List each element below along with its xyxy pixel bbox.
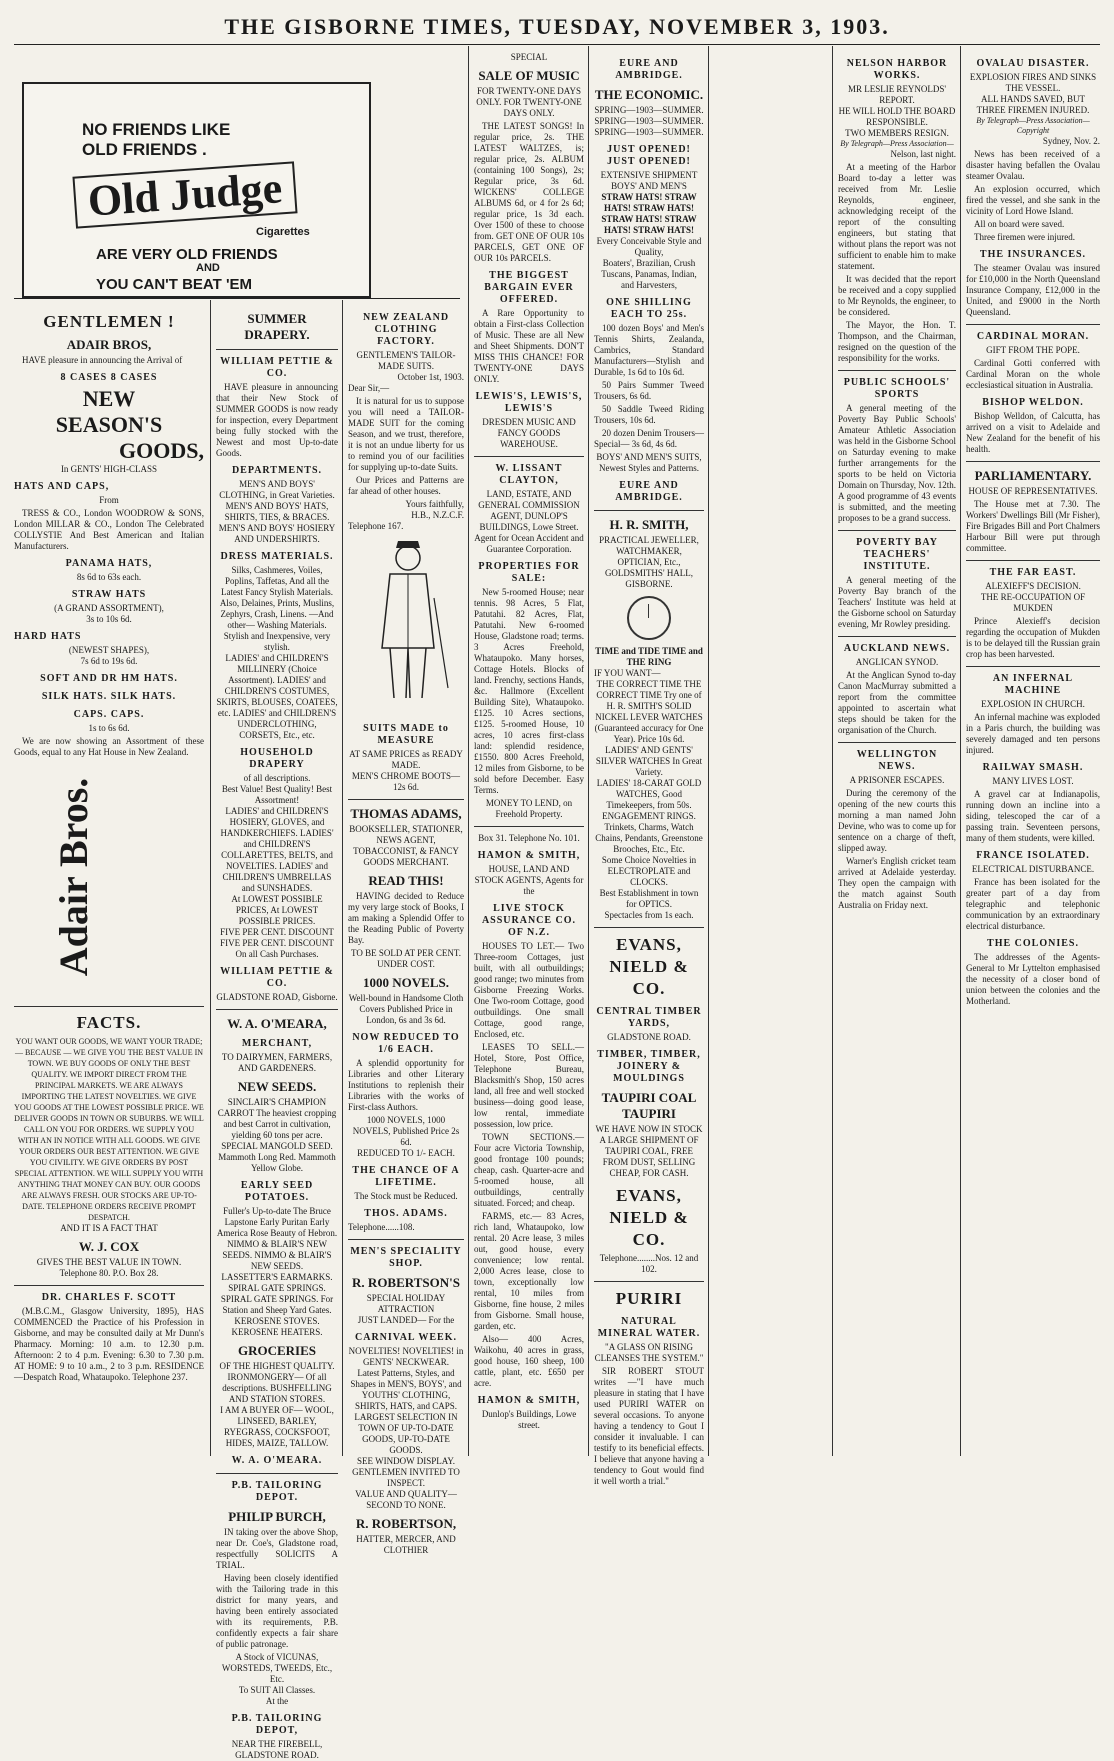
prisoner-heading: A PRISONER ESCAPES.: [849, 775, 945, 785]
one-shilling: ONE SHILLING EACH TO 25s.: [606, 297, 692, 320]
old-judge-line1: NO FRIENDS LIKE: [82, 120, 231, 139]
divider: [966, 461, 1100, 462]
ovalau-sub-2: ALL HANDS SAVED, BUT THREE FIREMEN INJURED.: [976, 94, 1090, 115]
taupiri-heading: TAUPIRI COAL TAUPIRI: [601, 1090, 697, 1121]
divider: [838, 636, 956, 637]
hamon-heading: HAMON & SMITH,: [477, 850, 581, 861]
nelson-p3: The Mayor, the Hon. T. Thompson, and the Chairman, resigned on the question of the responsibility for the works.: [838, 320, 956, 363]
old-judge-cigarettes: Cigarettes: [256, 226, 310, 238]
colonies-heading: THE COLONIES.: [987, 938, 1079, 949]
divider: [838, 370, 956, 371]
masthead: [0, 0, 1114, 42]
pettie-heading: WILLIAM PETTIE & CO.: [220, 356, 334, 379]
spiral-line: SPIRAL GATE SPRINGS. SPIRAL GATE SPRINGS. For Station and Sheep Yard Gates.: [220, 1283, 334, 1315]
stock-body: WE HAVE NOW IN STOCK A LARGE SHIPMENT OF TAUPIRI COAL, FREE FROM DUST, SELLING CHEAP, FOR CASH.: [595, 1124, 703, 1178]
cricket-body: Warner's English cricket team arrived at Adelaide yesterday. They open the campaign with the match against South Australia on Friday next.: [838, 856, 956, 910]
gentlemen-heading: GENTLEMEN !: [43, 312, 175, 331]
sports-body: A general meeting of the Poverty Bay Public Schools' Amateur Athletic Association was held in the Gisborne School on Saturday evening to make further arrangements for the sports to be held on Victoria Domain on Thursday, Nov. 12th. A good programme of 43 events is submitted, and the meeting proposes to be a grand success.: [838, 403, 956, 523]
lowest-prices: At LOWEST POSSIBLE PRICES, At LOWEST POSSIBLE PRICES.: [231, 894, 323, 926]
divider: [216, 1009, 338, 1010]
ovalau-p4: Three firemen were injured.: [974, 232, 1075, 242]
nelson-sub-3: TWO MEMBERS RESIGN.: [845, 128, 949, 138]
column-clothing: [348, 306, 464, 1555]
machine-heading: AN INFERNAL MACHINE: [992, 673, 1074, 696]
box-line: Box 31. Telephone No. 101.: [478, 833, 580, 843]
scott-body: (M.B.C.M., Glasgow University, 1895), HAS COMMENCED the Practice of his Profession in Gisborne, and may be consulted daily at Mr Dunn's Pharmacy. Morning: 10 a.m. to 12.30 p.m. Afternoon: 2 to 4 p.m. Evening: 6.30 to 7.30 p.m. AT HOME: 9 to 10 a.m., 2 to 3 p.m. RESIDENCE—Despatch Road, Whataupoko. Telephone 237.: [14, 1306, 204, 1382]
largest-line: LARGEST SELECTION IN TOWN OF UP-TO-DATE GOODS, UP-TO-DATE GOODS.: [354, 1412, 458, 1455]
divider: [14, 1285, 204, 1286]
ladies-watches: LADIES' AND GENTS' SILVER WATCHES In Great Variety.: [595, 745, 703, 777]
panama-price: 8s 6d to 63s each.: [76, 572, 142, 582]
adams-telephone: Telephone......108.: [348, 1222, 415, 1232]
leases-body: LEASES TO SELL.— Hotel, Store, Post Office, Telephone Bureau, Blacksmith's Shop, 150 acres land, all free and well stocked business—doing good lease, low rental, immediate possession, low price.: [474, 1042, 584, 1129]
mens-shop-heading: MEN'S SPECIALITY SHOP.: [350, 1246, 462, 1269]
pettie-address: GLADSTONE ROAD, Gisborne.: [216, 992, 338, 1002]
ladies-hosiery: LADIES' and CHILDREN'S HOSIERY, GLOVES, and HANDKERCHIEFS. LADIES' and CHILDREN'S COLLARETTES, BELTS, and NOVELTIES. LADIES' and CHILDREN'S UMBRELLAS and SUNSHADES.: [220, 806, 334, 893]
column-pettie: [216, 306, 338, 1760]
potatoes-heading: EARLY SEED POTATOES.: [240, 1180, 314, 1203]
column-music: [474, 52, 584, 1456]
sports-heading: PUBLIC SCHOOLS' SPORTS: [843, 377, 951, 400]
divider: [474, 456, 584, 457]
ovalau-p2: An explosion occurred, which fired the vessel, and she sank in the vicinity of Lord Howe Island.: [966, 184, 1100, 216]
smith-heading: H. R. SMITH,: [609, 517, 689, 532]
france-heading: FRANCE ISOLATED.: [976, 850, 1090, 861]
latest-line: Latest Patterns, Styles, and Shapes in MEN'S, BOYS', and YOUTHS' CLOTHING, SHIRTS, HATS, and CAPS.: [350, 1368, 462, 1411]
straw-sub: (A GRAND ASSORTMENT),: [54, 603, 164, 613]
prisoner-body: During the ceremony of the opening of the new courts this morning a man named John Devine, who was to come up for sentence on a charge of theft, slipped away.: [838, 788, 956, 853]
makers-list: TRESS & CO., London WOODROW & SONS, London MILLAR & CO., London The Celebrated COLLYSTIE And Best American and Italian Manufacturers.: [14, 508, 204, 551]
houses-body: HOUSES TO LET.— Two Three-room Cottages, just built, with all outbuildings; good range; two minutes from Gisborne Freezing Works. One Two-room Cottage, good outbuildings. One small Cottage, good range, Enclosed, etc.: [474, 941, 584, 1039]
divider: [474, 826, 584, 827]
cases-line: 8 CASES 8 CASES: [60, 372, 158, 383]
correct-lines: THE CORRECT TIME THE CORRECT TIME Try one of H. R. SMITH'S SOLID NICKEL LEVER WATCHES: [595, 679, 703, 722]
to-be-sold: TO BE SOLD AT PER CENT. UNDER COST.: [350, 948, 461, 969]
divider: [216, 1473, 338, 1474]
dress-heading: DRESS MATERIALS.: [220, 551, 334, 562]
caps-heading: CAPS. CAPS.: [73, 709, 145, 720]
ovalau-dateline: Sydney, Nov. 2.: [1042, 136, 1100, 146]
robertson-footer-sub: HATTER, MERCER, AND CLOTHIER: [356, 1534, 456, 1555]
gentleman-illustration: [348, 538, 468, 708]
omeara-heading: W. A. O'MEARA,: [227, 1016, 327, 1031]
masthead-rule: [14, 44, 1100, 45]
hard-heading: HARD HATS: [14, 631, 82, 642]
column-rule: [588, 46, 589, 1456]
nelson-sub-2: HE WILL HOLD THE BOARD RESPONSIBLE.: [838, 106, 956, 127]
railway-sub: MANY LIVES LOST.: [992, 776, 1074, 786]
nelson-sub: MR LESLIE REYNOLDS' REPORT.: [847, 84, 947, 105]
ovalau-p1: News has been received of a disaster having befallen the Ovalau steamer Ovalau.: [966, 149, 1100, 181]
watch-icon: [627, 596, 671, 640]
puriri-sub: NATURAL MINERAL WATER.: [597, 1316, 701, 1339]
evans-telephone: Telephone........Nos. 12 and 102.: [599, 1253, 699, 1274]
smith-sub: PRACTICAL JEWELLER, WATCHMAKER, OPTICIAN, Etc., GOLDSMITHS' HALL, GISBORNE.: [599, 535, 699, 589]
reduced-2: REDUCED TO 1/- EACH.: [357, 1148, 455, 1158]
ovalau-byline: By Telegraph—Press Association—Copyright: [976, 116, 1090, 135]
adams-sub: BOOKSELLER, STATIONER, NEWS AGENT, TOBACCONIST, & FANCY GOODS MERCHANT.: [349, 824, 463, 867]
songs-body: THE LATEST SONGS! In regular price, 2s. THE LATEST WALTZES, is; regular price, 2s. ALBUM (containing 100 Songs), 2s; Regular price, 3s 6d. WICKENS' COLLEGE ALBUMS 6d, or 4 for 2s 6d; regular price, 1s 3d each. Over 1500 of these to choose from. GET ONE OF OUR 10s PARCELS, GET ONE OF OUR 10s PARCELS.: [474, 121, 584, 263]
best-line: Best Establishment in town for OPTICS.: [599, 888, 699, 909]
nelson-p2: It was decided that the report be received and a copy supplied to Mr Reynolds, the engineer, to be considered.: [838, 274, 956, 317]
nelson-byline: By Telegraph—Press Association—: [840, 139, 954, 148]
spectacles-line: Spectacles from 1s each.: [604, 910, 694, 920]
welldon-body: Bishop Welldon, of Calcutta, has arrived on a visit to Adelaide and New Zealand for the benefit of his health.: [966, 411, 1100, 454]
puriri-heading: PURIRI: [615, 1289, 683, 1308]
reoccupation-heading: THE RE-OCCUPATION OF MUKDEN: [980, 592, 1086, 613]
panama-heading: PANAMA HATS,: [65, 558, 153, 569]
time-tide: TIME and TIDE TIME and THE RING: [595, 646, 703, 667]
household-heading: HOUSEHOLD DRAPERY: [240, 747, 314, 770]
teachers-heading: POVERTY BAY TEACHERS' INSTITUTE.: [856, 537, 938, 572]
straw-price: 3s to 10s 6d.: [86, 614, 132, 624]
carnival-line: CARNIVAL WEEK.: [355, 1332, 457, 1343]
caps-price: 1s to 6s 6d.: [88, 723, 130, 733]
buyer-line: I AM A BUYER OF— WOOL, LINSEED, BARLEY, RYEGRASS, COCKSFOOT, HIDES, MAIZE, TALLOW.: [220, 1405, 334, 1448]
letter-date: October 1st, 1903.: [397, 372, 464, 382]
adair-vertical-text: Adair Bros.: [51, 777, 96, 977]
letter-body-2: Our Prices and Patterns are far ahead of other houses.: [348, 475, 464, 496]
want-line: IF YOU WANT—: [594, 668, 661, 678]
anglican-body: At the Anglican Synod to-day Canon MacMurray submitted a report from the committee appointed to ascertain what steps should be taken for the organisation of the Church.: [838, 670, 956, 735]
kerosene-line: KEROSENE STOVES. KEROSENE HEATERS.: [231, 1316, 323, 1337]
tailor-heading: P.B. TAILORING DEPOT.: [231, 1480, 323, 1503]
hamon-footer: HAMON & SMITH,: [477, 1395, 581, 1406]
ovalau-sub: EXPLOSION FIRES AND SINKS THE VESSEL.: [969, 72, 1097, 93]
gents-suits: GENTLEMEN'S TAILOR-MADE SUITS.: [356, 350, 456, 371]
lewis-heading: LEWIS'S, LEWIS'S, LEWIS'S: [475, 391, 583, 414]
cox-heading: W. J. COX: [78, 1239, 140, 1254]
groceries-sub: OF THE HIGHEST QUALITY.: [219, 1361, 335, 1371]
evans-heading: EVANS, NIELD & CO.: [609, 935, 689, 998]
novelties-line: NOVELTIES! NOVELTIES! in GENTS' NECKWEAR.: [348, 1346, 464, 1367]
divider: [216, 349, 338, 350]
divider: [838, 530, 956, 531]
insurance-heading: THE INSURANCES.: [979, 249, 1087, 260]
burch-at: At the: [265, 1696, 289, 1706]
nz-clothing-heading: NEW ZEALAND CLOTHING FACTORY.: [362, 312, 450, 347]
suits-measure: SUITS MADE to MEASURE: [363, 723, 449, 746]
clayton-agent: Agent for Ocean Accident and Guarantee Corporation.: [474, 533, 584, 554]
welldon-heading: BISHOP WELDON.: [982, 397, 1084, 408]
hard-sub: (NEWEST SHAPES),: [68, 645, 150, 655]
insurance-body: The steamer Ovalau was insured for £10,000 in the North Queensland Insurance Company, £12,000 in the United, and £9000 in the North Queensland.: [966, 263, 1100, 317]
far-east-heading: THE FAR EAST.: [989, 567, 1077, 578]
read-this: READ THIS!: [368, 873, 444, 888]
engagement-watches: LADIES' 18-CARAT GOLD WATCHES, Good Timekeepers, from 50s.: [596, 778, 702, 810]
cardinal-body: Cardinal Gotti conferred with Cardinal Moran on the whole ecclesiastical situation in Australia.: [966, 358, 1100, 390]
far-east-body: Prince Alexieff's decision regarding the occupation of Mukden is to be delayed till the Russian grain crop has been harvested.: [966, 616, 1100, 659]
nelson-heading: NELSON HARBOR WORKS.: [846, 58, 948, 81]
novels-heading: 1000 NOVELS.: [363, 975, 449, 990]
eure-footer: EURE AND AMBRIDGE.: [615, 480, 683, 503]
column-rule: [210, 300, 211, 1456]
adair-closing: We are now showing an Assortment of these Goods, equal to any Hat House in New Zealand.: [14, 736, 204, 757]
cox-tagline: GIVES THE BEST VALUE IN TOWN.: [36, 1257, 182, 1267]
days-line: FOR TWENTY-ONE DAYS ONLY. FOR TWENTY-ONE DAYS ONLY.: [476, 86, 582, 118]
teachers-body: A general meeting of the Poverty Bay branch of the Teachers' Institute was held at the Gisborne school on Saturday evening, Mr Rowley presiding.: [838, 575, 956, 629]
pettie-body: HAVE pleasure in announcing that their New Stock of SUMMER GOODS is now ready for inspection, every Department being fully stocked with the Newest and most Up-to-date Goods.: [216, 382, 338, 458]
economic-heading: THE ECONOMIC.: [594, 87, 704, 102]
groceries-heading: GROCERIES: [237, 1343, 317, 1358]
facts-list: YOU WANT OUR GOODS, WE WANT YOUR TRADE; — BECAUSE — WE GIVE YOU THE BEST VALUE IN TOWN. WE BUY GOODS OF ONLY THE BEST QUALITY. WE IMPORT DIRECT FROM THE PRINCIPAL MARKETS. WE ARE ALWAYS IMPORTING THE LATEST NOVELTIES. WE GIVE YOU GOODS AT THE LOWEST POSSIBLE PRICE. WE DELIVER GOODS IN TOWN OR SUBURBS. WE WILL CALL ON YOU FOR ORDERS. WE SUPPLY YOU WITH AN IN NOTICE WITH ALL GOODS. WE GIVE YOUR ORDERS OUR BEST ATTENTION. WE GIVE YOU CIVILITY. WE GIVE ORDERS BY POST SPECIAL ATTENTION. WE WILL SUPPLY YOU WITH ANYTHING THAT MONEY CAN BUY. OUR GOODS ARE ALWAYS FRESH. OUR STOCKS ARE UP-TO-DATE. TELEPHONE ORDERS RECEIVE PROMPT DESPATCH.: [14, 1037, 204, 1222]
novels-body: Well-bound in Handsome Cloth Covers Published Price in London, 6s and 3s 6d.: [348, 993, 464, 1025]
masthead-title: THE GISBORNE TIMES, TUESDAY, NOVEMBER 3, 1903.: [224, 14, 890, 39]
goods-heading: GOODS,: [119, 438, 204, 463]
farms-body: FARMS, etc.— 83 Acres, rich land, Whataupoko, low rental. 20 Acre lease, 3 miles out, good house, every convenience; low rental. 2,000 Acres lease, close to town, exceptionally low rental, 10 miles from Gisborne, fine house, 2 miles from Gisborne. Small house, garden, etc.: [474, 1211, 584, 1331]
divider: [348, 799, 464, 800]
central-heading: CENTRAL TIMBER YARDS,: [596, 1006, 702, 1029]
live-stock-heading: LIVE STOCK ASSURANCE CO. OF N.Z.: [481, 903, 577, 938]
opened-line: JUST OPENED! JUST OPENED!: [607, 144, 691, 167]
railway-heading: RAILWAY SMASH.: [982, 762, 1084, 773]
clayton-heading: W. LISSANT CLAYTON,: [495, 463, 563, 486]
column-rule: [468, 46, 469, 1456]
straw-lines: STRAW HATS! STRAW HATS! STRAW HATS! STRAW HATS! STRAW HATS! STRAW HATS!: [601, 192, 697, 235]
burch-depot: P.B. TAILORING DEPOT,: [231, 1713, 323, 1736]
soft-heading: SOFT AND DR HM HATS.: [40, 673, 178, 684]
letter-salutation: Dear Sir,—: [348, 383, 390, 393]
column-adair: [14, 306, 204, 1456]
timber-line: TIMBER, TIMBER, JOINERY & MOULDINGS: [597, 1049, 701, 1084]
ironmongery-line: IRONMONGERY— Of all descriptions. BUSHFELLING AND STATION STORES.: [222, 1372, 332, 1404]
pants-body: 50 Pairs Summer Tweed Trousers, 6s 6d.: [594, 380, 704, 401]
new-heading: NEW: [82, 386, 136, 411]
holiday-line: SPECIAL HOLIDAY ATTRACTION: [366, 1293, 446, 1314]
anglican-heading: ANGLICAN SYNOD.: [855, 657, 939, 667]
bargain-heading: THE BIGGEST BARGAIN EVER OFFERED.: [484, 270, 574, 305]
cardinal-sub: GIFT FROM THE POPE.: [986, 345, 1080, 355]
nelson-dateline: Nelson, last night.: [890, 149, 956, 159]
facts-heading: FACTS.: [76, 1013, 142, 1032]
old-judge-line3: ARE VERY OLD FRIENDS: [96, 246, 278, 263]
dress-body: Silks, Cashmeres, Voiles, Poplins, Taffetas, And all the Latest Fancy Stylish Materials. Also, Delaines, Prints, Muslins, Zephyrs, Crash, Linens. —And other— Washing Materials. Stylish and Inexpensive, very stylish.: [219, 565, 335, 652]
divider: [348, 1239, 464, 1240]
column-rule: [960, 46, 961, 1456]
old-judge-line4: AND: [196, 262, 220, 274]
glass-line: "A GLASS ON RISING CLEANSES THE SYSTEM.": [594, 1342, 704, 1363]
value-line: VALUE AND QUALITY—SECOND TO NONE.: [355, 1489, 457, 1510]
invited-line: GENTLEMEN INVITED TO INSPECT.: [352, 1467, 460, 1488]
chrome-boots: MEN'S CHROME BOOTS—12s 6d.: [351, 771, 461, 792]
column-eure: [594, 52, 704, 1486]
guaranteed-line: (Guaranteed accuracy for One Year). Price 10s 6d.: [594, 723, 704, 744]
railway-body: A gravel car at Indianapolis, running down an incline into a siding, telescoped the car of a passing train. Seventeen persons, many of them students, were killed.: [966, 789, 1100, 843]
old-judge-line5: YOU CAN'T BEAT 'EM: [96, 276, 253, 293]
hamon-sub: HOUSE, LAND AND STOCK AGENTS, Agents for the: [474, 864, 584, 896]
burch-suit: To SUIT All Classes.: [238, 1685, 316, 1695]
omeara-sub: TO DAIRYMEN, FARMERS, AND GARDENERS.: [221, 1052, 333, 1073]
reduced-body: A splendid opportunity for Libraries and other Literary Institutions to replenish their Libraries with the works of First-class Authors.: [348, 1058, 464, 1112]
divider: [838, 742, 956, 743]
cox-intro: AND IT IS A FACT THAT: [60, 1223, 158, 1233]
evans-footer: EVANS, NIELD & CO.: [609, 1186, 689, 1249]
old-judge-advert: [22, 82, 371, 298]
adair-intro: HAVE pleasure in announcing the Arrival of: [22, 355, 183, 365]
adair-heading: ADAIR BROS,: [66, 337, 152, 352]
special-label: SPECIAL: [510, 52, 548, 62]
colonies-body: The addresses of the Agents-General to Mr Lyttelton emphasised the necessity of a closer bond of union between the colonies and the Motherland.: [966, 952, 1100, 1006]
adams-heading: THOMAS ADAMS,: [350, 806, 462, 821]
france-body: France has been isolated for the greater part of a day from telegraphic and telephonic communication by an extraordinary electrical disturbance.: [966, 877, 1100, 931]
seasons-heading: SEASON'S: [55, 412, 163, 437]
ovalau-heading: OVALAU DISASTER.: [976, 58, 1090, 69]
letter-sign: Yours faithfully,: [405, 499, 464, 509]
cox-telephone: Telephone 80. P.O. Box 28.: [59, 1268, 159, 1278]
column-rule: [342, 300, 343, 1456]
burch-stock: A Stock of VICUNAS, WORSTEDS, TWEEDS, Etc., Etc.: [221, 1652, 333, 1684]
novelties-line: Some Choice Novelties in ELECTROPLATE and CLOCKS.: [601, 855, 697, 887]
column-rule: [708, 46, 709, 1456]
money-line: MONEY TO LEND, on Freehold Property.: [485, 798, 573, 819]
clayton-sub: LAND, ESTATE, AND GENERAL COMMISSION AGENT, DUNLOP'S BUILDINGS, Lowe Street.: [478, 489, 580, 532]
column-rule: [832, 46, 833, 1456]
rings-line: ENGAGEMENT RINGS. Trinkets, Charms, Watch Chains, Pendants, Greenstone Brooches, Etc., Etc.: [595, 811, 703, 854]
hard-price: 7s 6d to 19s 6d.: [80, 656, 138, 666]
boys-line: BOYS' AND MEN'S SUITS, Newest Styles and Patterns.: [596, 452, 702, 473]
boaters-line: Boaters', Brazilian, Crush Tuscans, Panamas, Indian, and Harvesters,: [601, 258, 697, 290]
column-cables: [966, 52, 1100, 1456]
adair-vertical-signature: [14, 760, 204, 1000]
seeds-heading: NEW SEEDS.: [237, 1079, 317, 1094]
divider: [594, 1281, 704, 1282]
town-body: TOWN SECTIONS.— Four acre Victoria Township, good frontage 100 pounds; cheap, cash. Quarter-acre and 5-roomed house, all outbuildings, centrally situated. Forced; and cheap.: [474, 1132, 584, 1208]
suits-measure-sub: AT SAME PRICES as READY MADE.: [349, 749, 463, 770]
reduced-heading: NOW REDUCED TO 1/6 EACH.: [352, 1032, 460, 1055]
letter-telephone: Telephone 167.: [348, 521, 404, 531]
drapery-heading: SUMMER DRAPERY.: [244, 311, 310, 342]
letter-body: It is natural for us to suppose you will need a TAILOR-MADE SUIT for the coming Season, and we trust, therefore, it is not an undue liberty for us to remind you of our facilities for supplying up-to-date Suits.: [348, 396, 464, 472]
burch-heading: PHILIP BURCH,: [228, 1509, 326, 1524]
robertson-footer: R. ROBERTSON,: [355, 1516, 457, 1531]
window-line: SEE WINDOW DISPLAY.: [357, 1456, 455, 1466]
pants-body-2: 50 Saddle Tweed Riding Trousers, 10s 6d.: [594, 404, 704, 425]
divider: [966, 560, 1100, 561]
divider: [966, 666, 1100, 667]
denim-body: 20 dozen Denim Trousers—Special— 3s 6d, 4s 6d.: [594, 428, 704, 449]
machine-sub: EXPLOSION IN CHURCH.: [981, 699, 1085, 709]
discount-note: FIVE PER CENT. DISCOUNT FIVE PER CENT. DISCOUNT On all Cash Purchases.: [220, 927, 334, 959]
read-body: HAVING decided to Reduce my very large stock of Books, I am making a Splendid Offer to the Reading Public of Poverty Bay.: [348, 891, 464, 945]
letter-sign-2: H.B., N.Z.C.F.: [411, 510, 464, 520]
lewis-sub: DRESDEN MUSIC AND FANCY GOODS WAREHOUSE.: [482, 417, 576, 449]
in-gents: In GENTS' HIGH-CLASS: [60, 464, 158, 474]
omeara-footer: W. A. O'MEARA.: [231, 1455, 323, 1466]
central-sub: GLADSTONE ROAD.: [607, 1032, 691, 1042]
alexieff-heading: ALEXIEFF'S DECISION.: [985, 581, 1081, 591]
props-body: New 5-roomed House; near tennis. 98 Acres, 5 Flat, Patutahi. 82 Acres, Flat, Patutahi. New 6-roomed House, Gladstone road; terms. 3 Acres Freehold, Whataupoko. Many horses, Cottage Hotels. Blocks of land. Frenchy, sections Hands, &c. Hallmore (Excellent Building Site), Whataupoko. £125. 10 Acres sections, £125. 5-roomed House, 10 acres, 10 acres first-class land: splendid residence, £1550. 800 Acres Freehold, 12 miles from Gisborne, to be sold before December. Easy Terms.: [474, 587, 584, 795]
from-label: From: [99, 495, 119, 505]
departments-heading: DEPARTMENTS.: [231, 465, 323, 476]
offer-body: A Rare Opportunity to obtain a First-class Collection of Music. These are all New and Sheet Shipments. DON'T MISS THIS CHANCE! FOR TWENTY-ONE DAYS ONLY.: [474, 308, 584, 384]
chance-sub: The Stock must be Reduced.: [354, 1191, 458, 1201]
robertson-heading: R. ROBERTSON'S: [352, 1275, 460, 1290]
house-heading: HOUSE OF REPRESENTATIVES.: [968, 486, 1098, 496]
divider: [594, 927, 704, 928]
old-judge-line2: OLD FRIENDS .: [82, 140, 207, 159]
ladies-millinery: LADIES' and CHILDREN'S MILLINERY (Choice Assortment). LADIES' and CHILDREN'S COSTUMES, SKIRTS, BLOUSES, COATEES, etc. LADIES' and CHILDREN'S UNDERCLOTHING, CORSETS, Etc., etc.: [216, 653, 338, 740]
eure-heading: EURE AND AMBRIDGE.: [615, 58, 683, 81]
departments-list: MEN'S AND BOYS' CLOTHING, in Great Varieties. MEN'S AND BOYS' HATS, SHIRTS, TIES, & BRACES. MEN'S AND BOYS' HOSIERY AND UNDERSHIRTS.: [218, 479, 336, 544]
divider: [594, 510, 704, 511]
advert-rule: [14, 298, 460, 299]
stout-body: SIR ROBERT STOUT writes —"I have much pleasure in stating that I have used PURIRI WATER on several occasions. To anyone having a tendency to Gout I consider it invaluable. I can testify to its beneficial effects. I believe that anyone having a tendency to Gout would find it well worth a trial.": [594, 1366, 704, 1486]
spring-lines: SPRING—1903—SUMMER. SPRING—1903—SUMMER. SPRING—1903—SUMMER.: [594, 105, 704, 137]
burch-body-2: Having been closely identified with the Tailoring trade in this district for many years, and having been entirely associated with its requirements, P.B. confidently expects a fair share of public patronage.: [216, 1573, 338, 1649]
ext-line: EXTENSIVE SHIPMENT BOYS' AND MEN'S: [600, 170, 698, 191]
nimmo-line: NIMMO & BLAIR'S NEW SEEDS. NIMMO & BLAIR'S NEW SEEDS.: [222, 1239, 332, 1271]
divider: [966, 324, 1100, 325]
silk-heading: SILK HATS. SILK HATS.: [41, 691, 177, 702]
chance-heading: THE CHANCE OF A LIFETIME.: [352, 1165, 460, 1188]
music-heading: SALE OF MUSIC: [478, 68, 580, 83]
ovalau-p3: All on board were saved.: [974, 219, 1065, 229]
parliament-body: The House met at 7.30. The Workers' Dwellings Bill (Mr Fisher), Fire Brigades Bill and Port Chalmers Harbour Bill were put through committee.: [966, 499, 1100, 553]
household-body: Best Value! Best Quality! Best Assortment!: [221, 784, 333, 805]
cardinal-heading: CARDINAL MORAN.: [976, 331, 1090, 342]
machine-body: An infernal machine was exploded in a Paris church, the building was severely damaged and ten persons injured.: [966, 712, 1100, 755]
shirts-body: 100 dozen Boys' and Men's Tennis Shirts, Zealanda, Cambrics, Standard Manufacturers—Stylish and Durable, 1s 6d to 10s 6d.: [594, 323, 704, 377]
parliament-heading: PARLIAMENTARY.: [974, 468, 1092, 483]
props-heading: PROPERTIES FOR SALE:: [478, 561, 580, 584]
nelson-p1: At a meeting of the Harbor Board to-day a letter was received from Mr. Leslie Reynolds, engineer, acknowledging receipt of the report of the consulting engineers, but stating that without plans the report was not sufficient to enable him to make statement.: [838, 162, 956, 271]
old-judge-brand: Old Judge: [72, 161, 297, 228]
potatoes-body: Fuller's Up-to-date The Bruce Lapstone Early Puritan Early America Rose Beauty of Hebron.: [216, 1206, 338, 1238]
adams-footer: THOS. ADAMS.: [364, 1208, 448, 1219]
burch-body: IN taking over the above Shop, near Dr. Coe's, Gladstone road, respectfully SOLICITS A TRIAL.: [216, 1527, 338, 1570]
hats-caps: HATS AND CAPS,: [14, 481, 110, 492]
lassetters-line: LASSETTER'S EARMARKS.: [221, 1272, 333, 1282]
seeds-body: SINCLAIR'S CHAMPION CARROT The heaviest cropping and best Carrot in cultivation, yielding 60 tons per acre. SPECIAL MANGOLD SEED. Mammoth Long Red. Mammoth Yellow Globe.: [217, 1097, 337, 1173]
burch-address: NEAR THE FIREBELL, GLADSTONE ROAD.: [231, 1739, 323, 1760]
straw-heading: STRAW HATS: [71, 589, 147, 600]
france-sub: ELECTRICAL DISTURBANCE.: [971, 864, 1095, 874]
column-nelson: [838, 52, 956, 1456]
hamon-footer-sub: Dunlop's Buildings, Lowe street.: [481, 1409, 577, 1430]
divider: [14, 1006, 204, 1007]
also-body: Also— 400 Acres, Waikohu, 40 acres in grass, good house, 160 sheep, 100 cattle, plant, etc. £650 per acre.: [474, 1334, 584, 1388]
wellington-heading: WELLINGTON NEWS.: [856, 749, 938, 772]
landed-line: JUST LANDED— For the: [357, 1315, 455, 1325]
merchant-label: MERCHANT,: [241, 1038, 313, 1049]
novels-2: 1000 NOVELS, 1000 NOVELS, Published Price 2s 6d.: [352, 1115, 460, 1147]
auckland-heading: AUCKLAND NEWS.: [843, 643, 951, 654]
pettie-footer: WILLIAM PETTIE & CO.: [220, 966, 334, 989]
every-line: Every Conceivable Style and Quality,: [596, 236, 702, 257]
scott-heading: DR. CHARLES F. SCOTT: [41, 1292, 177, 1303]
household-sub: of all descriptions.: [243, 773, 311, 783]
